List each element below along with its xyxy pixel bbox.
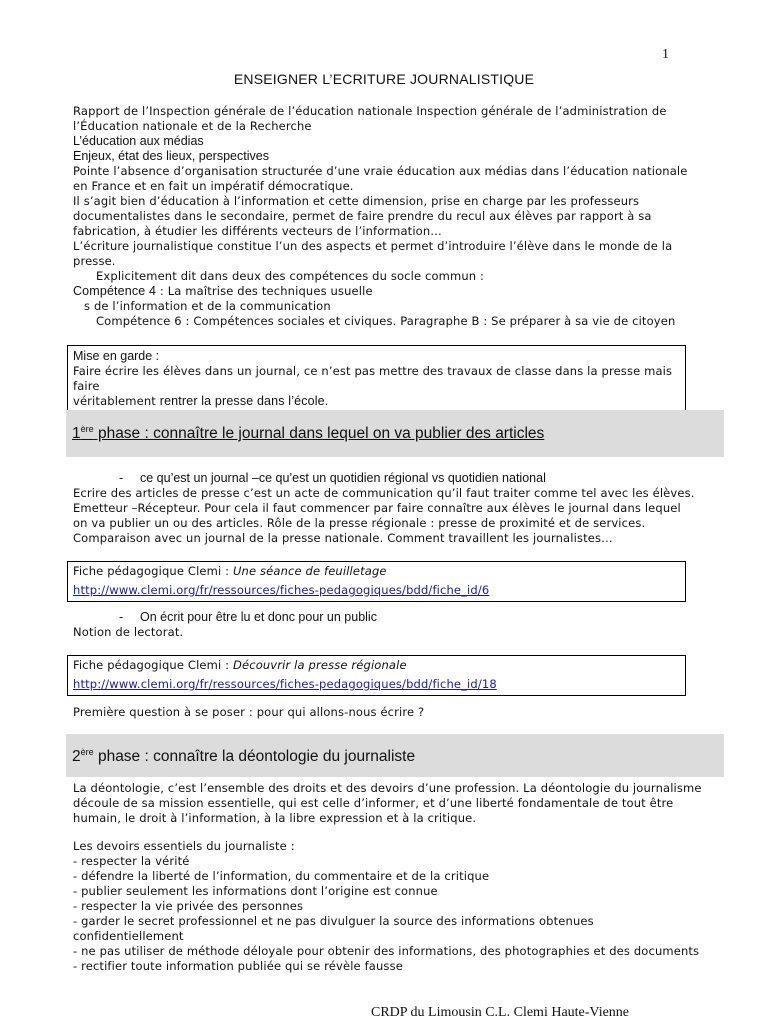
phase-1-paragraph: Comparaison avec un journal de la presse nationale. Comment travaillent les journalistes… (73, 531, 613, 545)
intro-paragraph: en France et en fait un impératif démocratique. (73, 179, 354, 193)
phase-1-title: 1ère phase : connaître le journal dans lequel on va publier des articles (72, 423, 545, 442)
phase-2-header (66, 734, 724, 777)
intro-paragraph: Pointe l’absence d’organisation structurée d’une vraie éducation aux médias dans l’éducation nationale (73, 164, 688, 178)
intro-paragraph: L’écriture journalistique constitue l’un des aspects et permet d’introduire l’élève dans le monde de la (73, 239, 673, 253)
competence-6: Compétence 6 : Compétences sociales et civiques. Paragraphe B : Se préparer à sa vie de citoyen (96, 314, 676, 328)
intro-section (73, 104, 713, 329)
phase-1-content (73, 471, 723, 546)
fiche-title: Découvrir la presse régionale (232, 658, 407, 672)
phase-1-paragraph: on va publier un ou des articles. Rôle de la presse régionale : presse de proximité et de services. (73, 516, 646, 530)
report-line: Rapport de l’Inspection générale de l’éducation nationale Inspection générale de l’administration de (73, 104, 667, 118)
fiche-box-1 (67, 561, 686, 602)
competence-4 (73, 284, 713, 299)
phase-2-paragraph: humain, le droit à l’information, à la libre expression et à la critique. (73, 811, 477, 825)
intro-heading: L’éducation aux médias (73, 134, 204, 148)
phase-2-content (73, 781, 723, 974)
duty-item: - publier seulement les informations dont l’origine est connue (73, 884, 438, 898)
fiche-link-1[interactable]: http://www.clemi.org/fr/ressources/fiches-pedagogiques/bdd/fiche_id/6 (73, 583, 490, 597)
duties-heading: Les devoirs essentiels du journaliste : (73, 839, 295, 853)
phase-2-paragraph: découle de sa mission essentielle, qui est celle d’informer, et d’une liberté fondamentale de tout être (73, 796, 674, 810)
phase-1-paragraph: Ecrire des articles de presse c’est un acte de communication qu’il faut traiter comme tel avec les élèves. (73, 486, 695, 500)
phase-1-paragraph: Emetteur –Récepteur. Pour cela il faut commencer par faire connaître aux élèves le journal dans lequel (73, 501, 681, 515)
fiche-line: Fiche pédagogique Clemi : Une séance de feuilletage (73, 564, 387, 578)
intro-paragraph: Il s’agit bien d’éducation à l’information et cette dimension, prise en charge par les professeurs (73, 194, 640, 208)
bullet-item: - ce qu’est un journal –ce qu’est un quotidien régional vs quotidien national (119, 471, 546, 485)
fiche-line: Fiche pédagogique Clemi : Découvrir la presse régionale (73, 658, 407, 672)
duty-item: - garder le secret professionnel et ne pas divulguer la source des informations obtenues (73, 914, 594, 928)
duty-item: - ne pas utiliser de méthode déloyale pour obtenir des informations, des photographies et des documents (73, 944, 700, 958)
notion-line: Notion de lectorat. (73, 625, 184, 639)
duty-item: - défendre la liberté de l’information, du commentaire et de la critique (73, 869, 490, 883)
duty-item: - respecter la vie privée des personnes (73, 899, 304, 913)
intro-paragraph: documentalistes dans le secondaire, permet de faire prendre du recul aux élèves par rapport à sa (73, 209, 652, 223)
duty-item: - rectifier toute information publiée qui se révèle fausse (73, 959, 403, 973)
warning-text (73, 394, 681, 409)
fiche-box-2 (67, 655, 686, 696)
intro-paragraph: fabrication, à étudier les différents vecteurs de l’information… (73, 224, 442, 238)
report-line: l’Éducation nationale et de la Recherche (73, 119, 312, 133)
page-number: 1 (662, 47, 669, 62)
competence-4-text: : La maîtrise des techniques usuelle (156, 284, 373, 298)
question-line: Première question à se poser : pour qui allons-nous écrire ? (73, 705, 425, 719)
competence-4-continued: s de l’information et de la communication (84, 299, 331, 313)
warning-text: Faire écrire les élèves dans un journal, ce n’est pas mettre des travaux de classe dans la presse mais faire (73, 364, 673, 393)
page-footer: CRDP du Limousin C.L. Clemi Haute-Vienne (371, 1005, 630, 1020)
warning-heading: Mise en garde : (73, 349, 160, 363)
question-line-wrap (73, 705, 723, 720)
warning-text-a: véritablement (73, 394, 160, 408)
phase-2-paragraph: La déontologie, c’est l’ensemble des droits et des devoirs d’une profession. La déontologie du journalisme (73, 781, 702, 795)
fiche-title: Une séance de feuilletage (232, 564, 387, 578)
duty-item: - respecter la vérité (73, 854, 190, 868)
document-title: ENSEIGNER L’ECRITURE JOURNALISTIQUE (233, 71, 535, 87)
bullet-item: - On écrit pour être lu et donc pour un public (119, 610, 377, 624)
warning-box (67, 345, 686, 413)
phase-1-header (66, 410, 724, 457)
duty-item: confidentiellement (73, 929, 184, 943)
socle-line: Explicitement dit dans deux des compétences du socle commun : (96, 269, 485, 283)
fiche-link-2[interactable]: http://www.clemi.org/fr/ressources/fiches-pedagogiques/bdd/fiche_id/18 (73, 677, 497, 691)
intro-subheading: Enjeux, état des lieux, perspectives (73, 149, 269, 163)
phase-2-title: 2ère phase : connaître la déontologie du journaliste (72, 746, 416, 765)
warning-emphasis: rentrer la presse dans l’école. (159, 394, 329, 408)
duties-list (73, 854, 723, 974)
intro-paragraph: presse. (73, 254, 116, 268)
phase-1-content-2 (73, 610, 723, 640)
competence-4-label: Compétence 4 (73, 284, 157, 298)
